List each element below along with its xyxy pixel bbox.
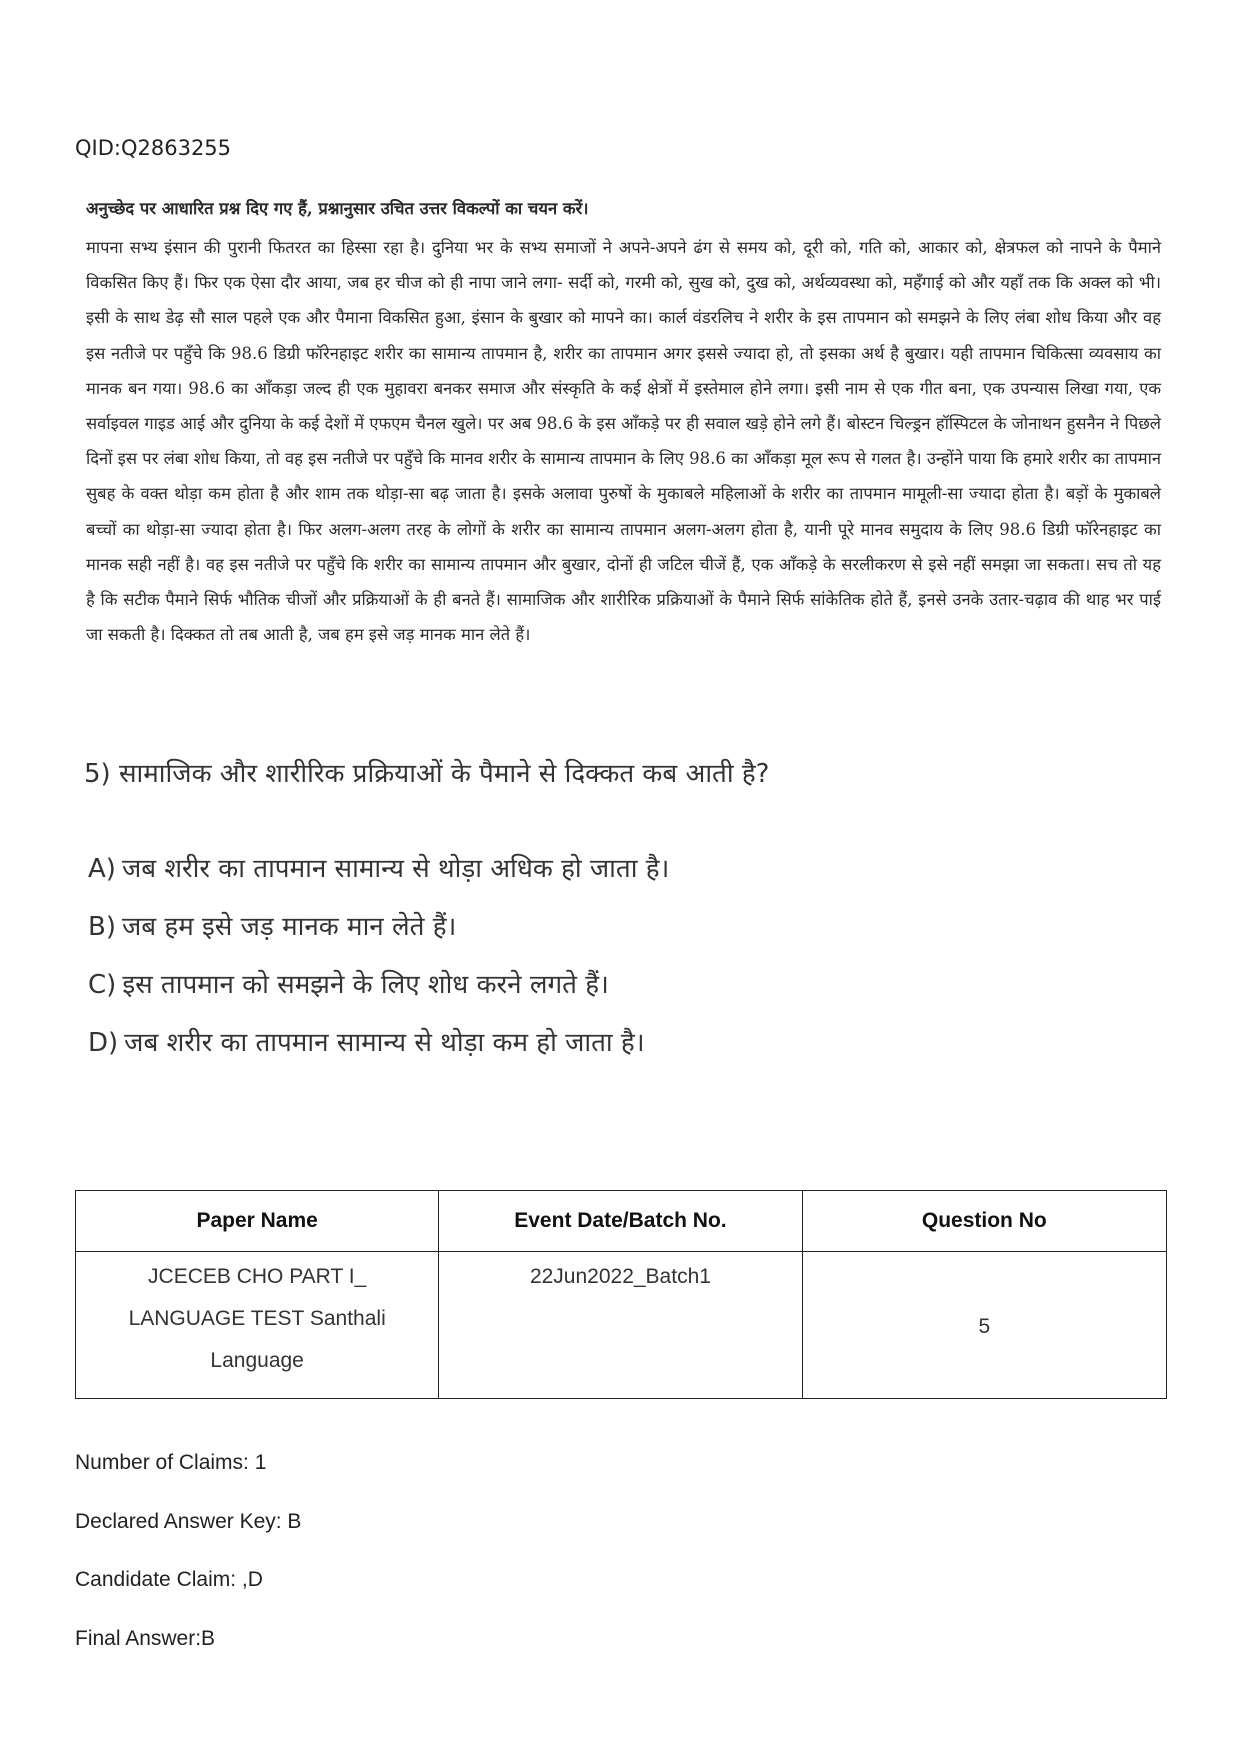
paper-name-line: LANGUAGE TEST Santhali <box>128 1307 386 1330</box>
cell-event-date: 22Jun2022_Batch1 <box>439 1252 802 1399</box>
option-text: जब शरीर का तापमान सामान्य से थोड़ा कम हो जाता है। <box>124 1028 645 1058</box>
option-text: जब शरीर का तापमान सामान्य से थोड़ा अधिक हो जाता है। <box>121 854 670 884</box>
cell-paper-name <box>76 1252 439 1399</box>
question-id: QID:Q2863255 <box>75 136 232 160</box>
option-a <box>88 840 669 898</box>
passage-text: मापना सभ्य इंसान की पुरानी फितरत का हिस्सा रहा है। दुनिया भर के सभ्य समाजों ने अपने-अपने ढंग से समय को, दूरी को, गति को, आकार को, क्षेत्रफल को नापने के पैमाने विकसित किए हैं। फिर एक ऐसा दौर आया, जब हर चीज को ही नापा जाने लगा- सर्दी को, गरमी को, सुख को, दुख को, अर्थव्यवस्था को, महँगाई को और यहाँ तक कि अक्ल को भी। इसी के साथ डेढ़ सौ साल पहले एक और पैमाना विकसित हुआ, इंसान के बुखार को मापने का। कार्ल वंडरलिच ने शरीर के इस तापमान को समझने के लिए लंबा शोध किया और वह इस नतीजे पर पहुँचे कि 98.6 डिग्री फॉरेनहाइट शरीर का सामान्य तापमान है, शरीर का तापमान अगर इससे ज्यादा हो, तो इसका अर्थ है बुखार। यही तापमान चिकित्सा व्यवसाय का मानक बन गया। 98.6 का आँकड़ा जल्द ही एक मुहावरा बनकर समाज और संस्कृति के कई क्षेत्रों में इस्तेमाल होने लगा। इसी नाम से एक गीत बना, एक उपन्यास लिखा गया, एक सर्वाइवल गाइड आई और दुनिया के कई देशों में एफएम चैनल खुले। पर अब 98.6 के इस आँकड़े पर ही सवाल खड़े होने लगे हैं। बोस्टन चिल्ड्रन हॉस्पिटल के जोनाथन हुसनैन ने पिछले दिनों इस पर लंबा शोध किया, तो वह इस नतीजे पर पहुँचे कि मानव शरीर के सामान्य तापमान के लिए 98.6 का आँकड़ा मूल रूप से गलत है। उन्होंने पाया कि हमारे शरीर का तापमान सुबह के वक्त थोड़ा कम होता है और शाम तक थोड़ा-सा बढ़ जाता है। इसके अलावा पुरुषों के मुकाबले महिलाओं के शरीर का तापमान मामूली-सा ज्यादा होता है। बड़ों के मुकाबले बच्चों का थोड़ा-सा ज्यादा होता है। फिर अलग-अलग तरह के लोगों के शरीर का सामान्य तापमान अलग-अलग होता है, यानी पूरे मानव समुदाय के लिए 98.6 डिग्री फॉरेनहाइट का मानक सही नहीं है। वह इस नतीजे पर पहुँचे कि शरीर का सामान्य तापमान और बुखार, दोनों ही जटिल चीजें हैं, एक आँकड़े के सरलीकरण से इसे नहीं समझा जा सकता। सच तो यह है कि सटीक पैमाने सिर्फ भौतिक चीजों और प्रक्रियाओं के ही बनते हैं। सामाजिक और शारीरिक प्रक्रियाओं के पैमाने सिर्फ सांकेतिक होते हैं, इनसे उनके उतार-चढ़ाव की थाह भर पाई जा सकती है। दिक्कत तो तब आती है, जब हम इसे जड़ मानक मान लेते हैं। <box>86 238 1161 645</box>
options-list <box>88 840 669 1072</box>
question-text: 5) सामाजिक और शारीरिक प्रक्रियाओं के पैमाने से दिक्कत कब आती है? <box>84 759 770 789</box>
table-row <box>76 1252 1167 1399</box>
option-d <box>88 1014 669 1072</box>
header-event-date: Event Date/Batch No. <box>439 1191 802 1252</box>
paper-name-line: Language <box>210 1349 304 1372</box>
option-text: जब हम इसे जड़ मानक मान लेते हैं। <box>121 912 457 942</box>
passage <box>86 196 1161 652</box>
option-key: C) <box>88 970 117 1000</box>
cell-question-no: 5 <box>802 1252 1166 1399</box>
paper-info-table <box>75 1190 1167 1399</box>
option-key: D) <box>88 1028 119 1058</box>
option-b <box>88 898 669 956</box>
table-header-row <box>76 1191 1167 1252</box>
number-of-claims: Number of Claims: 1 <box>75 1451 267 1474</box>
declared-answer-key: Declared Answer Key: B <box>75 1509 302 1533</box>
claims-section <box>75 1451 301 1685</box>
header-paper-name: Paper Name <box>76 1191 439 1252</box>
option-text: इस तापमान को समझने के लिए शोध करने लगते हैं। <box>122 970 609 1000</box>
passage-instruction: अनुच्छेद पर आधारित प्रश्न दिए गए हैं, प्रश्नानुसार उचित उत्तर विकल्पों का चयन करें। <box>86 199 589 218</box>
option-key: B) <box>88 912 116 942</box>
final-answer: Final Answer:B <box>75 1626 216 1650</box>
option-key: A) <box>88 854 116 884</box>
paper-name-line: JCECEB CHO PART I_ <box>148 1265 367 1288</box>
header-question-no: Question No <box>802 1191 1166 1252</box>
candidate-claim: Candidate Claim: ,D <box>75 1568 263 1591</box>
option-c <box>88 956 669 1014</box>
